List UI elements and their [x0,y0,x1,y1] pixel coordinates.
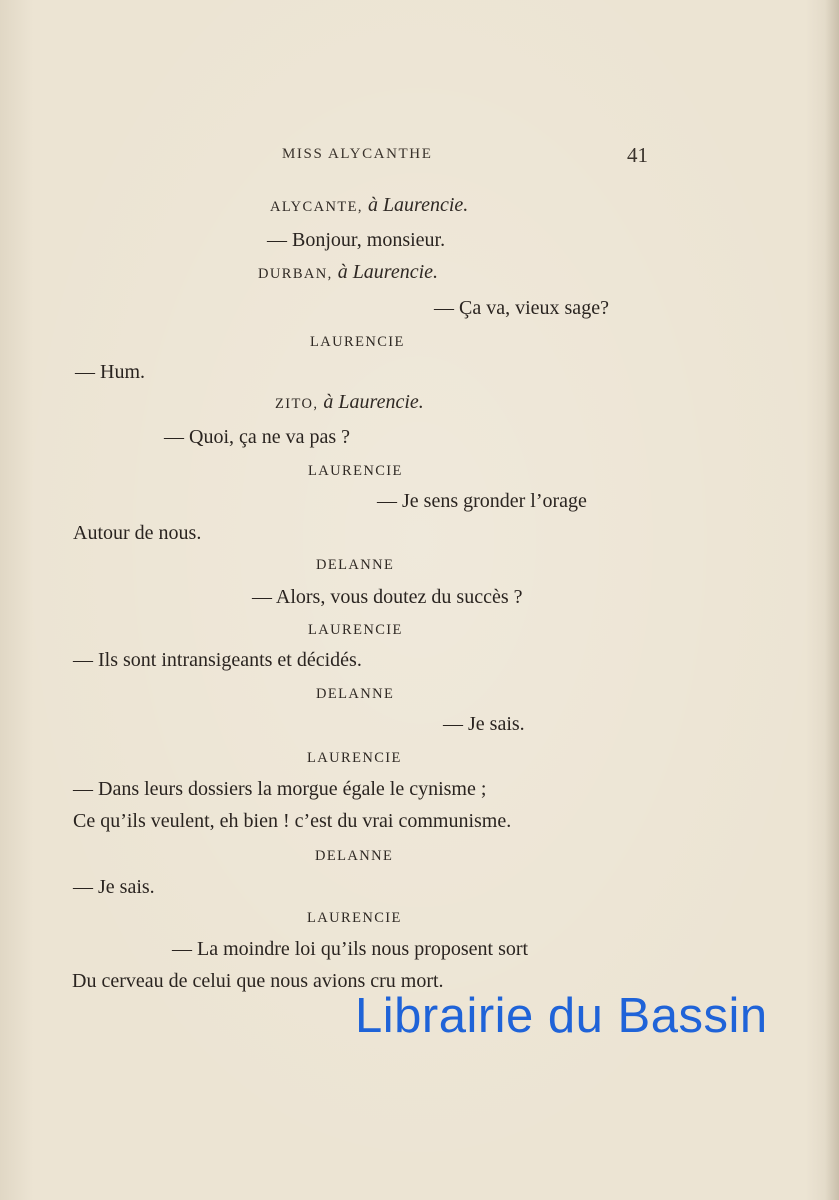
speaker-name: LAURENCIE [307,910,402,926]
speaker-name: LAURENCIE [307,750,402,766]
dialogue-line: — Ils sont intransigeants et décidés. [73,649,362,671]
dialogue-line: — Je sais. [443,713,525,735]
speaker-cue [310,332,405,352]
stage-direction: à Laurencie. [337,261,439,283]
page-header [0,143,839,169]
speaker-name: LAURENCIE [308,622,403,638]
speaker-cue [307,748,402,768]
dialogue-line: Ce qu’ils veulent, eh bien ! c’est du vrai communisme. [73,810,512,832]
speaker-name: DURBAN, [258,266,333,282]
speaker-name: LAURENCIE [310,334,405,350]
speaker-name: DELANNE [315,848,394,864]
page-edge-shadow [825,0,839,1200]
speaker-name: ZITO, [275,396,319,412]
speaker-cue [315,846,393,866]
speaker-name: LAURENCIE [308,463,403,479]
speaker-name: DELANNE [316,686,395,702]
dialogue-line: — Ça va, vieux sage? [434,297,609,319]
speaker-cue [316,555,394,575]
dialogue-line: — Je sens gronder l’orage [377,490,587,512]
dialogue-line: — Je sais. [73,876,155,898]
dialogue-line: — Bonjour, monsieur. [267,229,446,251]
dialogue-line: — La moindre loi qu’ils nous proposent sort [172,938,529,960]
dialogue-line: — Hum. [75,361,145,383]
page-number: 41 [627,143,648,167]
speaker-cue [316,684,394,704]
speaker-cue [308,461,403,481]
dialogue-line: — Dans leurs dossiers la morgue égale le cynisme ; [73,778,487,800]
speaker-cue [275,392,424,414]
dialogue-line: — Quoi, ça ne va pas ? [164,426,351,448]
running-title: MISS ALYCANTHE [282,146,433,162]
speaker-cue [270,195,468,217]
dialogue-line: Du cerveau de celui que nous avions cru mort. [72,970,444,992]
dialogue-line: — Alors, vous doutez du succès ? [252,586,523,608]
stage-direction: à Laurencie. [367,194,469,216]
speaker-cue [308,620,403,640]
dialogue-line: Autour de nous. [73,522,202,544]
speaker-cue [258,262,438,284]
speaker-name: ALYCANTE, [270,199,363,215]
speaker-name: DELANNE [316,557,395,573]
stage-direction: à Laurencie. [323,391,424,413]
speaker-cue [307,908,402,928]
librairie-watermark: Librairie du Bassin [355,989,768,1043]
